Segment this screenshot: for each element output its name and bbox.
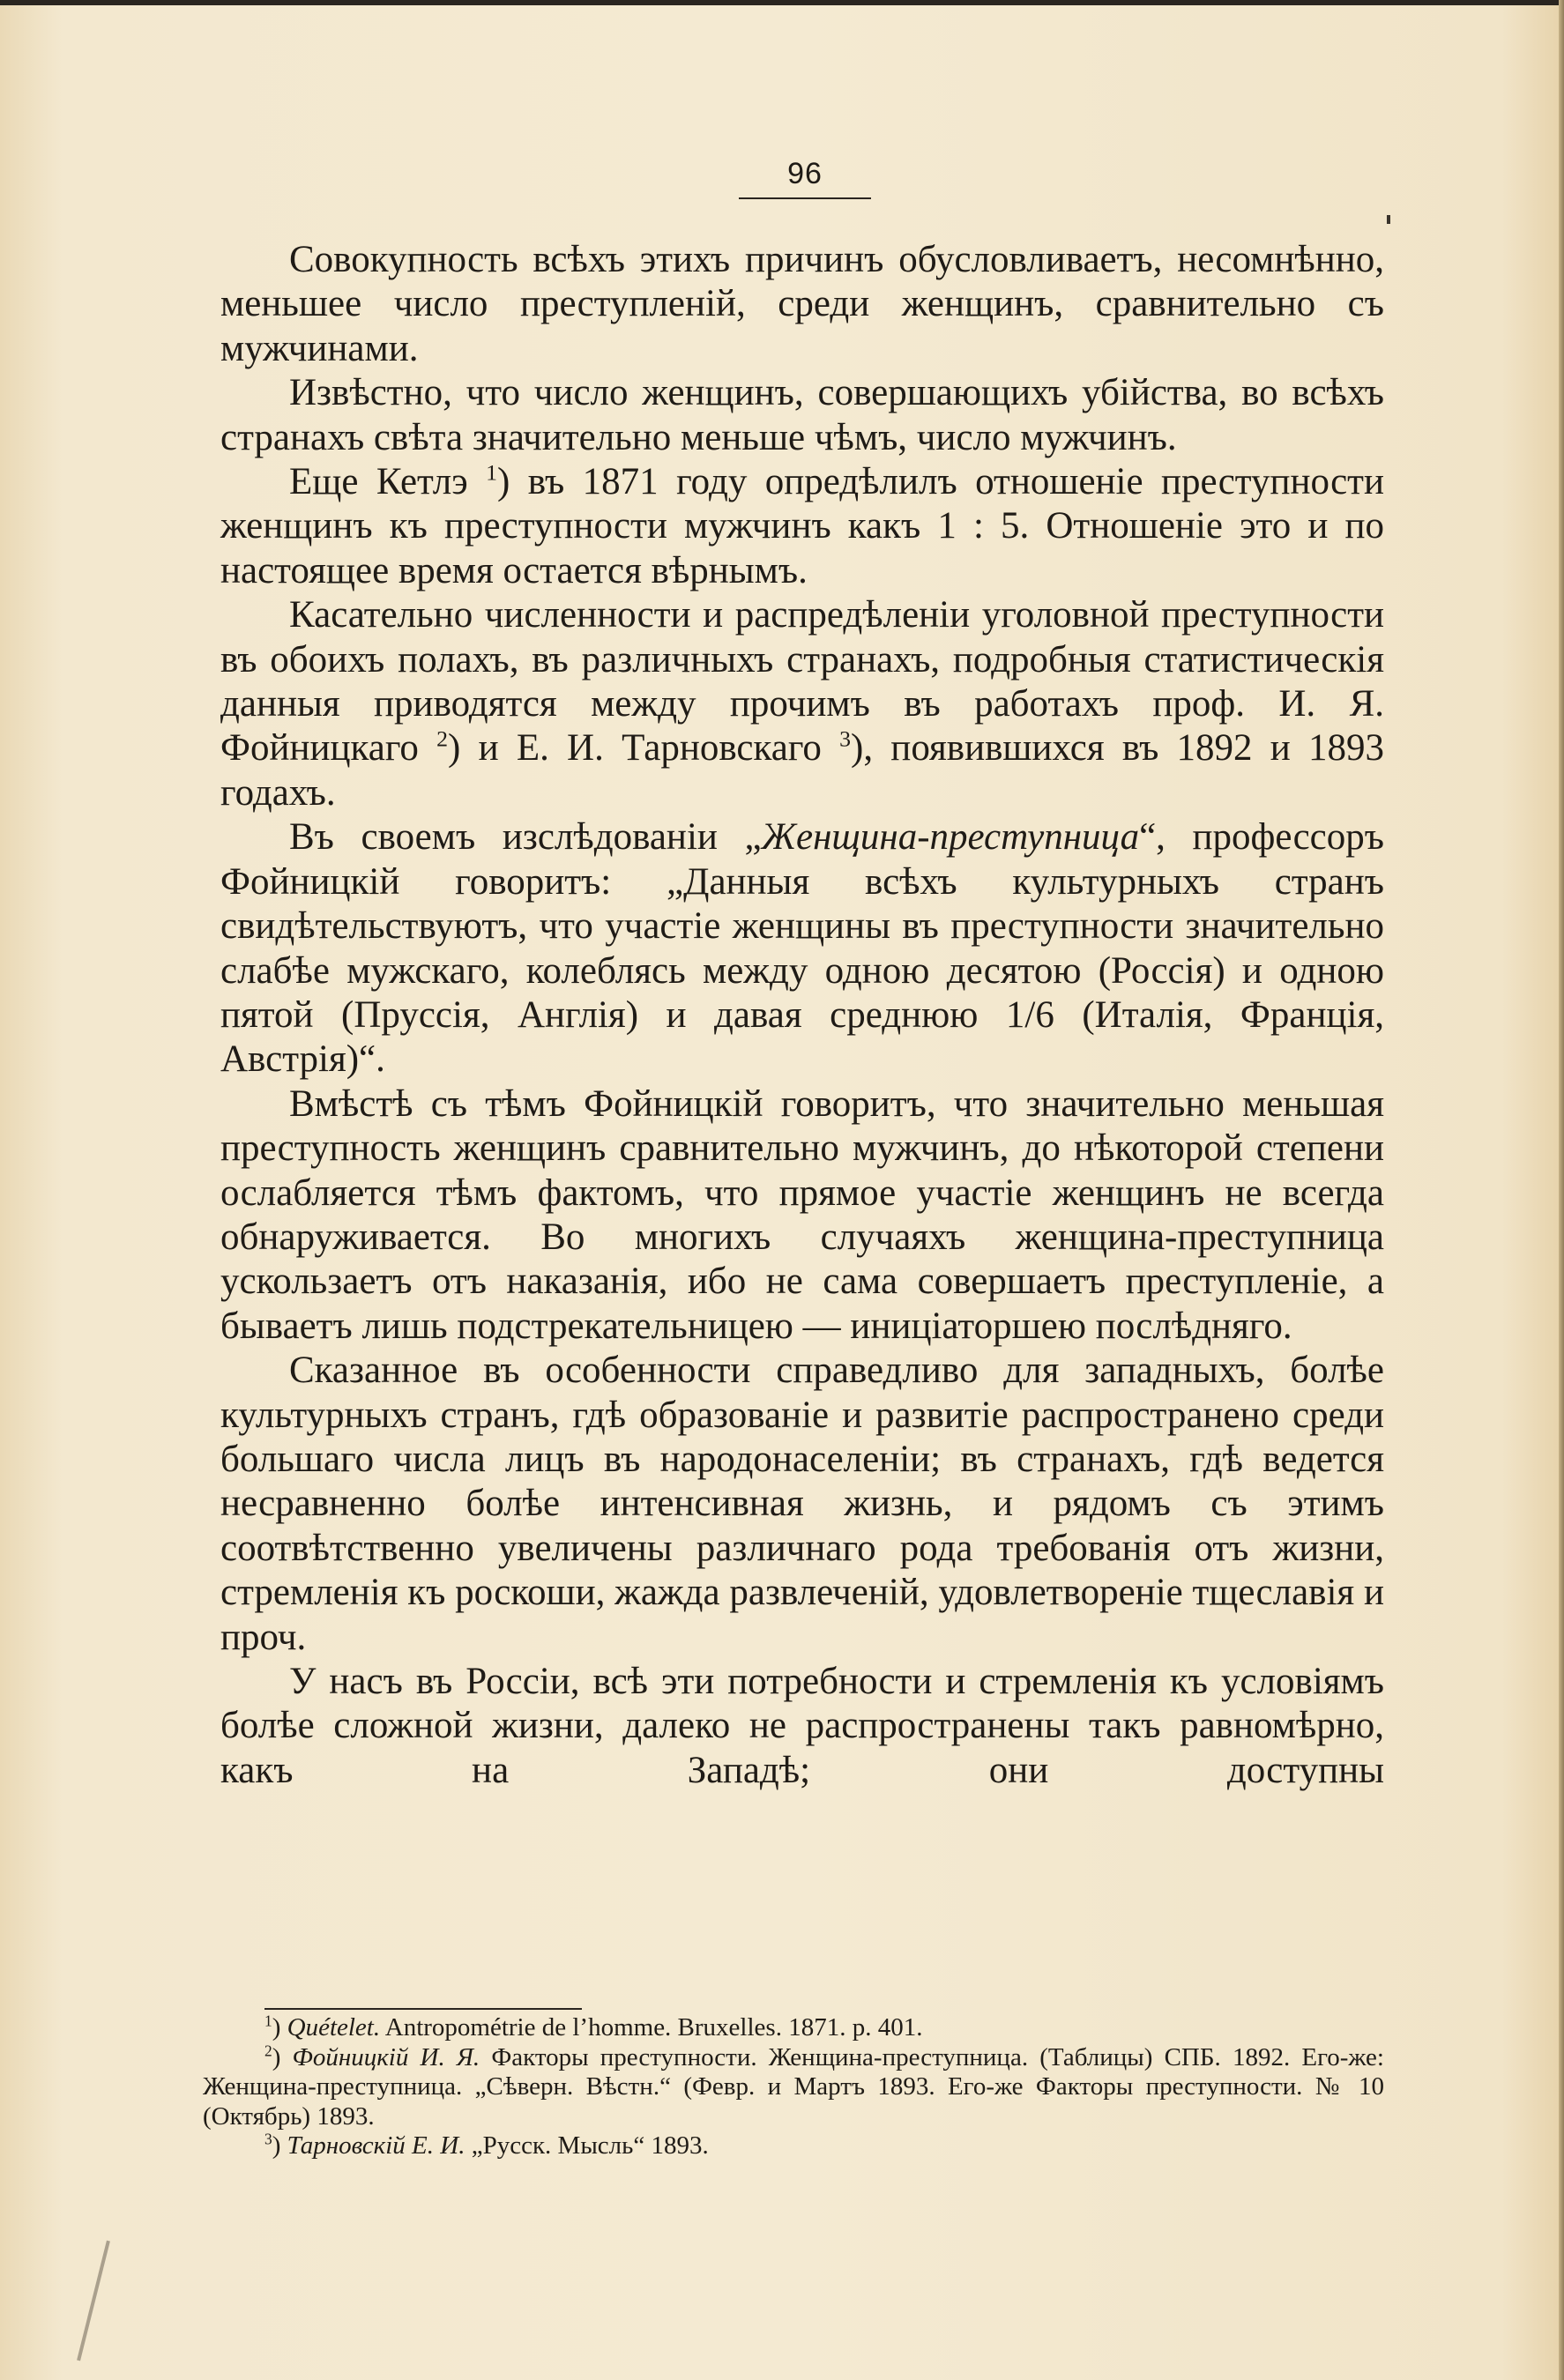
paragraph-5-tail: (Италія, Франція, Австрія)“. — [220, 993, 1384, 1081]
pencil-mark — [77, 2241, 110, 2361]
paragraph-3 — [220, 460, 1384, 593]
footnote-ref-2: 2 — [436, 726, 449, 753]
paragraph-7: Сказанное въ особенности справедливо для западныхъ, болѣе культурныхъ странъ, гдѣ образованіе и развитіе распространено среди большаго числа лицъ въ народонаселеніи; въ странахъ, гдѣ ведется несравненно болѣе интенсивная жизнь, и рядомъ съ этимъ соотвѣтственно увеличены различнаго рода требованія отъ жизни, стремленія къ роскоши, жажда развлеченій, удовлетвореніе тщеславія и проч. — [220, 1350, 1384, 1658]
scan-right-edge — [1559, 0, 1564, 2380]
paragraph-4 — [220, 593, 1384, 815]
footnote-3-author: Тарновскій Е. И. — [287, 2131, 465, 2160]
paragraph-8: У насъ въ Россіи, всѣ эти потребности и стремленія къ условіямъ болѣе сложной жизни, далеко не распространены такъ равномѣрно, какъ на Западѣ; они доступны — [220, 1661, 1384, 1791]
ink-mark — [1387, 215, 1390, 224]
paragraph-3-after: ) въ 1871 году опредѣлилъ отношеніе преступности женщинъ къ преступности мужчинъ какъ 1 : 5. Отношеніе это и по настоящее время остается вѣрнымъ. — [220, 461, 1384, 591]
footnote-2-author: Фойницкій И. Я. — [292, 2042, 480, 2071]
paragraph-2: Извѣстно, что число женщинъ, совершающихъ убійства, во всѣхъ странахъ свѣта значительно меньше чѣмъ, число мужчинъ. — [220, 372, 1384, 458]
paragraph-5-before: Въ своемъ изслѣдованіи „ — [289, 816, 762, 859]
book-title-italic: Женщина-преступница — [761, 816, 1140, 859]
paragraph-4-after: ), появившихся въ 1892 и 1893 годахъ. — [220, 727, 1384, 814]
paragraph-6: Вмѣстѣ съ тѣмъ Фойницкій говоритъ, что значительно меньшая преступность женщинъ сравнительно мужчинъ, до нѣкоторой степени ослабляется тѣмъ фактомъ, что прямое участіе женщинъ не всегда обнаруживается. Во многихъ случаяхъ женщина-преступница ускользаетъ отъ наказанія, ибо не сама совершаетъ преступленіе, а бываетъ лишь подстрекательницею — иниціаторшею послѣдняго. — [220, 1082, 1384, 1347]
footnote-1-text: Antropométrie de l’homme. Bruxelles. 1871. p. 401. — [380, 2013, 923, 2042]
footnote-3-number: 3 — [264, 2130, 272, 2148]
footnote-1: $^1$) Quételet. Antropométrie de l’homme. Bruxelles. 1871. p. 401. — [264, 2012, 923, 2042]
paragraph-4-middle: ) и Е. И. Тарновскаго — [448, 727, 840, 770]
fraction: 1/6 — [1005, 993, 1054, 1036]
paragraph-3-before: Еще Кетлэ — [289, 461, 487, 503]
footnotes — [203, 2013, 1384, 2161]
footnote-ref-1: 1 — [486, 459, 498, 486]
page-number-rule — [739, 197, 871, 199]
page-number: 96 — [787, 157, 823, 190]
footnote-1-author: Quételet. — [287, 2013, 381, 2042]
paragraph-5 — [220, 815, 1384, 1082]
footnote-2-text: Факторы преступности. Женщина-преступница. (Таблицы) СПБ. 1892. Его-же: Женщина-преступница. „Сѣверн. Вѣстн.“ (Февр. и Мартъ 1893. Его-же Факторы преступности. № 10 (Октябрь) 1893. — [203, 2042, 1384, 2131]
paragraph-1: Совокупность всѣхъ этихъ причинъ обусловливаетъ, несомнѣнно, меньшее число преступленій, среди женщинъ, сравнительно съ мужчинами. — [220, 239, 1384, 369]
footnote-2: $^2$) Фойницкій И. Я. Факторы преступности. Женщина-преступница. (Таблицы) СПБ. 1892. Его-же: Женщина-преступница. „Сѣверн. Вѣстн.“ (Февр. и Мартъ 1893. Его-же Факторы преступности. № 10 (Октябрь) 1893. — [203, 2041, 1384, 2131]
scan-top-edge — [0, 0, 1564, 5]
footnote-3-text: „Русск. Мысль“ 1893. — [465, 2131, 709, 2160]
footnote-rule — [264, 2008, 582, 2010]
paragraph-5-after: “, профессоръ Фойницкій говоритъ: „Данныя всѣхъ культурныхъ странъ свидѣтельствуютъ, что участіе женщины въ преступности значительно слабѣе мужскаго, колеблясь между одною десятою (Россія) и одною пятой (Пруссія, Англія) и давая среднюю — [220, 816, 1384, 1036]
footnote-2-number: 2 — [264, 2041, 272, 2059]
footnote-ref-3: 3 — [839, 726, 852, 753]
footnote-3: $^3$) Тарновскій Е. И. „Русск. Мысль“ 1893. — [264, 2130, 709, 2160]
footnote-1-number: 1 — [264, 2012, 272, 2030]
paragraph-4-before: Касательно численности и распредѣленіи уголовной преступности въ обоихъ полахъ, въ различныхъ странахъ, подробныя статистическія данныя приводятся между прочимъ въ работахъ проф. И. Я. Фойницкаго — [220, 594, 1384, 770]
body-text — [220, 238, 1384, 1793]
